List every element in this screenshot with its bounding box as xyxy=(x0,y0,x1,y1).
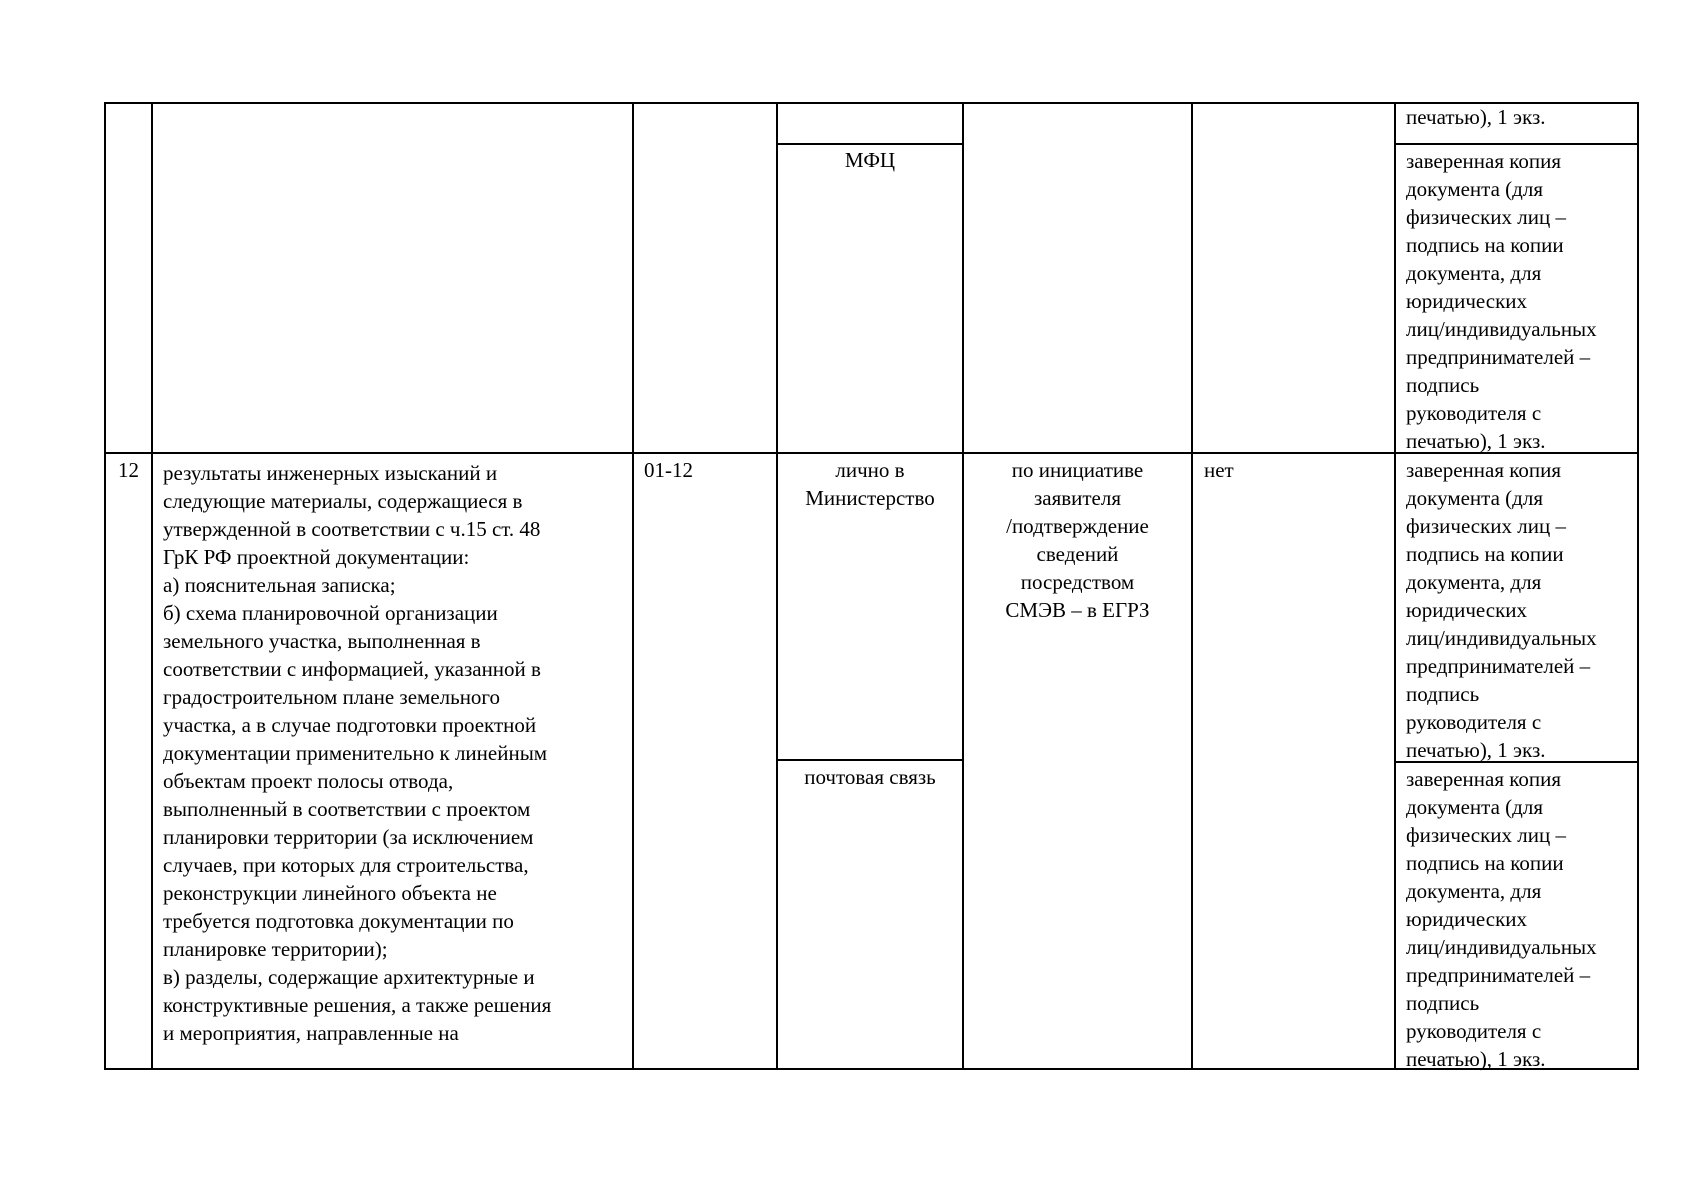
document-source: по инициативе заявителя /подтверждение сведений посредством СМЭВ – в ЕГРЗ xyxy=(1005,458,1150,622)
requirement-previous-end: печатью), 1 экз. xyxy=(1406,105,1546,129)
delivery-method-mfc: МФЦ xyxy=(844,148,896,172)
requirement-in-person: заверенная копия документа (для физических лиц – подпись на копии документа, для юридических лиц/индивидуальных предпринимателей – подпись руководителя с печатью), 1 экз. xyxy=(1406,458,1597,762)
requirement-mfc: заверенная копия документа (для физических лиц – подпись на копии документа, для юридических лиц/индивидуальных предпринимателей – подпись руководителя с печатью), 1 экз. xyxy=(1406,149,1597,453)
row-number: 12 xyxy=(118,458,139,482)
delivery-method-post: почтовая связь xyxy=(804,765,936,789)
requirement-post: заверенная копия документа (для физических лиц – подпись на копии документа, для юридических лиц/индивидуальных предпринимателей – подпись руководителя с печатью), 1 экз. xyxy=(1406,767,1597,1071)
document-code: 01-12 xyxy=(644,458,693,482)
flag-value: нет xyxy=(1204,458,1234,482)
document-description: результаты инженерных изысканий и следующие материалы, содержащиеся в утвержденной в соответствии с ч.15 ст. 48 ГрК РФ проектной документации: а) пояснительная записка; б) схема планировочной организации земельного участка, выполненная в соответствии с информацией, указанной в градостроительном плане земельного участка, а в случае подготовки проектной документации применительно к линейным объектам проект полосы отвода, выполненный в соответствии с проектом планировки территории (за исключением случаев, при которых для строительства, реконструкции линейного объекта не требуется подготовка документации по планировке территории); в) разделы, содержащие архитектурные и конструктивные решения, а также решения и мероприятия, направленные на xyxy=(163,461,552,1045)
delivery-method-in-person: лично в Министерство xyxy=(805,458,935,510)
